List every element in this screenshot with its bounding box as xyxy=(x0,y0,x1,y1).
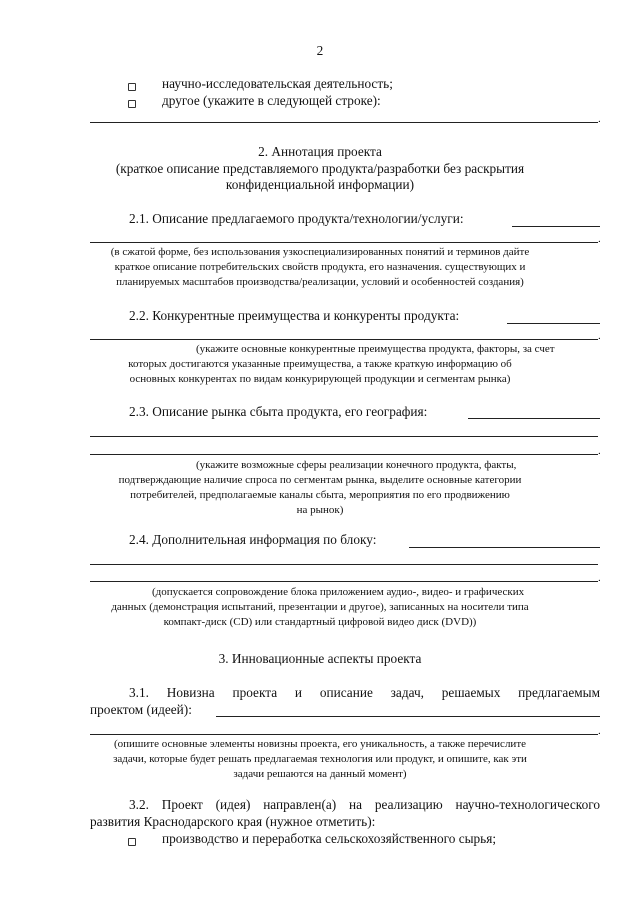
option-agriculture-label: производство и переработка сельскохозяйственного сырья; xyxy=(162,831,497,846)
item-2-2-answer-line[interactable] xyxy=(90,339,598,340)
item-3-1-label: 3.1. Новизна проекта и описание задач, решаемых предлагаемым xyxy=(129,685,600,700)
section2-title: 2. Аннотация проекта xyxy=(258,144,382,159)
item-2-1-inline-line[interactable] xyxy=(512,226,600,227)
item-2-1-hint-3: планируемых масштабов производства/реализации, условий и особенностей создания) xyxy=(116,276,524,288)
section3-title: 3. Инновационные аспекты проекта xyxy=(218,651,422,666)
item-3-1-label-2: проектом (идеей): xyxy=(90,702,192,717)
item-2-1-hint-2: краткое описание потребительских свойств продукта, его назначения. существующих и xyxy=(114,261,526,273)
checkbox-other[interactable] xyxy=(128,100,136,108)
item-2-3-inline-line[interactable] xyxy=(468,418,600,419)
item-2-3-hint-4: на рынок) xyxy=(296,504,344,516)
item-3-1-hint-2: задачи, которые будет решать предлагаемая технология или продукт, и опишите, как эти xyxy=(113,753,527,765)
item-2-4-answer-line-2[interactable] xyxy=(90,581,598,582)
section2-subtitle-2: конфиденциальной информации) xyxy=(225,177,415,192)
line-end-dot: . xyxy=(598,445,601,457)
item-2-3-hint-3: потребителей, предполагаемые каналы сбыта, мероприятия по его продвижению xyxy=(130,489,510,501)
item-2-4-hint-2: данных (демонстрация испытаний, презентации и другое), записанных на носители типа xyxy=(111,601,529,613)
line-end-dot: . xyxy=(598,725,601,737)
section2-subtitle: (краткое описание представляемого продукта/разработки без раскрытия xyxy=(115,161,525,176)
line-end-dot: . xyxy=(598,233,601,245)
item-2-2-inline-line[interactable] xyxy=(507,323,600,324)
item-2-2-hint-2: которых достигаются указанные преимущества, а также краткую информацию об xyxy=(128,358,512,370)
item-2-2-hint-3: основных конкурентах по видам конкурирующей продукции и сегментам рынка) xyxy=(129,373,511,385)
item-2-3-hint-1: (укажите возможные сферы реализации конечного продукта, факты, xyxy=(196,459,517,471)
item-3-2-label: 3.2. Проект (идея) направлен(а) на реализацию научно-технологического xyxy=(129,797,600,812)
item-3-2-label-2: развития Краснодарского края (нужное отметить): xyxy=(90,814,376,829)
item-3-1-inline-line[interactable] xyxy=(216,716,600,717)
option-research-label: научно-исследовательская деятельность; xyxy=(162,76,393,91)
other-answer-line[interactable] xyxy=(90,122,598,123)
item-3-1-hint-3: задачи решаются на данный момент) xyxy=(233,768,407,780)
option-other-label: другое (укажите в следующей строке): xyxy=(162,93,381,108)
item-2-4-label: 2.4. Дополнительная информация по блоку: xyxy=(129,532,377,547)
item-3-1-hint-1: (опишите основные элементы новизны проекта, его уникальность, а также перечислите xyxy=(113,738,527,750)
item-3-1-answer-line[interactable] xyxy=(90,734,598,735)
line-end-dot: . xyxy=(598,330,601,342)
item-2-2-hint-1: (укажите основные конкурентные преимущества продукта, факторы, за счет xyxy=(196,343,555,355)
page-number: 2 xyxy=(316,43,324,58)
item-2-2-label: 2.2. Конкурентные преимущества и конкуренты продукта: xyxy=(129,308,460,323)
item-2-3-answer-line-1[interactable] xyxy=(90,436,598,437)
item-2-3-answer-line-2[interactable] xyxy=(90,454,598,455)
line-end-dot: . xyxy=(598,113,601,125)
item-2-4-hint-1: (допускается сопровождение блока приложением аудио-, видео- и графических xyxy=(152,586,525,598)
item-2-1-hint-1: (в сжатой форме, без использования узкоспециализированных понятий и терминов дайте xyxy=(110,246,530,258)
item-2-4-inline-line[interactable] xyxy=(409,547,600,548)
line-end-dot: . xyxy=(598,572,601,584)
item-2-4-hint-3: компакт-диск (CD) или стандартный цифровой видео диск (DVD)) xyxy=(163,616,477,628)
item-2-1-answer-line[interactable] xyxy=(90,242,598,243)
item-2-4-answer-line-1[interactable] xyxy=(90,564,598,565)
checkbox-research[interactable] xyxy=(128,83,136,91)
item-2-3-label: 2.3. Описание рынка сбыта продукта, его география: xyxy=(129,404,428,419)
checkbox-agriculture[interactable] xyxy=(128,838,136,846)
item-2-3-hint-2: подтверждающие наличие спроса по сегментам рынка, выделите основные категории xyxy=(118,474,522,486)
item-2-1-label: 2.1. Описание предлагаемого продукта/технологии/услуги: xyxy=(129,211,464,226)
